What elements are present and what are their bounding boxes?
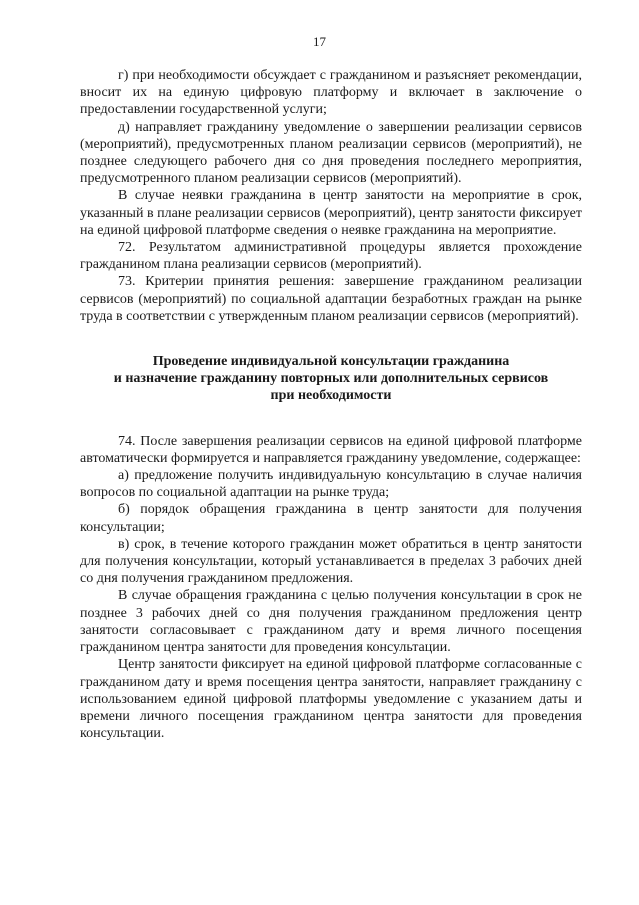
section-heading: [80, 353, 582, 405]
paragraph-d: д) направляет гражданину уведомление о завершении реализации сервисов (мероприятий), предусмотренных планом реализации сервисов (мероприятий), не позднее следующего рабочего дня со дня проведения последнего мероприятия, предусмотренного планом реализации сервисов (мероприятий).: [80, 119, 582, 187]
paragraph-consultation-record: Центр занятости фиксирует на единой цифровой платформе согласованные с гражданином дату и время посещения центра занятости, направляет гражданину с использованием единой цифровой платформы уведомление с указанием даты и времени личного посещения гражданином центра занятости для проведения консультации.: [80, 657, 582, 742]
paragraph-74: 74. После завершения реализации сервисов на единой цифровой платформе автоматически формируется и направляется гражданину уведомление, содержащее:: [80, 433, 582, 466]
paragraph-73: 73. Критерии принятия решения: завершение гражданином реализации сервисов (мероприятий) по социальной адаптации безработных граждан на рынке труда в соответствии с утвержденным планом реализации сервисов (мероприятий).: [80, 274, 582, 324]
paragraph-no-show: В случае неявки гражданина в центр занятости на мероприятие в срок, указанный в плане реализации сервисов (мероприятий), центр занятости фиксирует на единой цифровой платформе сведения о неявке гражданина на мероприятие.: [80, 188, 582, 238]
paragraph-b: б) порядок обращения гражданина в центр занятости для получения консультации;: [80, 502, 582, 535]
document-body: [80, 67, 582, 742]
paragraph-a: а) предложение получить индивидуальную консультацию в случае наличия вопросов по социальной адаптации на рынке труда;: [80, 468, 582, 501]
paragraph-72: 72. Результатом административной процедуры является прохождение гражданином плана реализации сервисов (мероприятий).: [80, 240, 582, 273]
paragraph-v: в) срок, в течение которого гражданин может обратиться в центр занятости для получения консультации, который устанавливается в пределах 3 рабочих дней со дня получения гражданином предложения.: [80, 536, 582, 587]
heading-line-3: при необходимости: [270, 388, 392, 404]
heading-line-1: Проведение индивидуальной консультации гражданина: [152, 354, 510, 370]
heading-line-2: и назначение гражданину повторных или дополнительных сервисов: [113, 371, 549, 387]
paragraph-g: г) при необходимости обсуждает с гражданином и разъясняет рекомендации, вносит их на единую цифровую платформу и включает в заключение о предоставлении государственной услуги;: [80, 68, 582, 118]
paragraph-consultation-request: В случае обращения гражданина с целью получения консультации в срок не позднее 3 рабочих дней со дня получения гражданином предложения центр занятости согласовывает с гражданином дату и время личного посещения гражданином центра занятости для проведения консультации.: [80, 588, 582, 656]
page-number: 17: [313, 34, 326, 49]
